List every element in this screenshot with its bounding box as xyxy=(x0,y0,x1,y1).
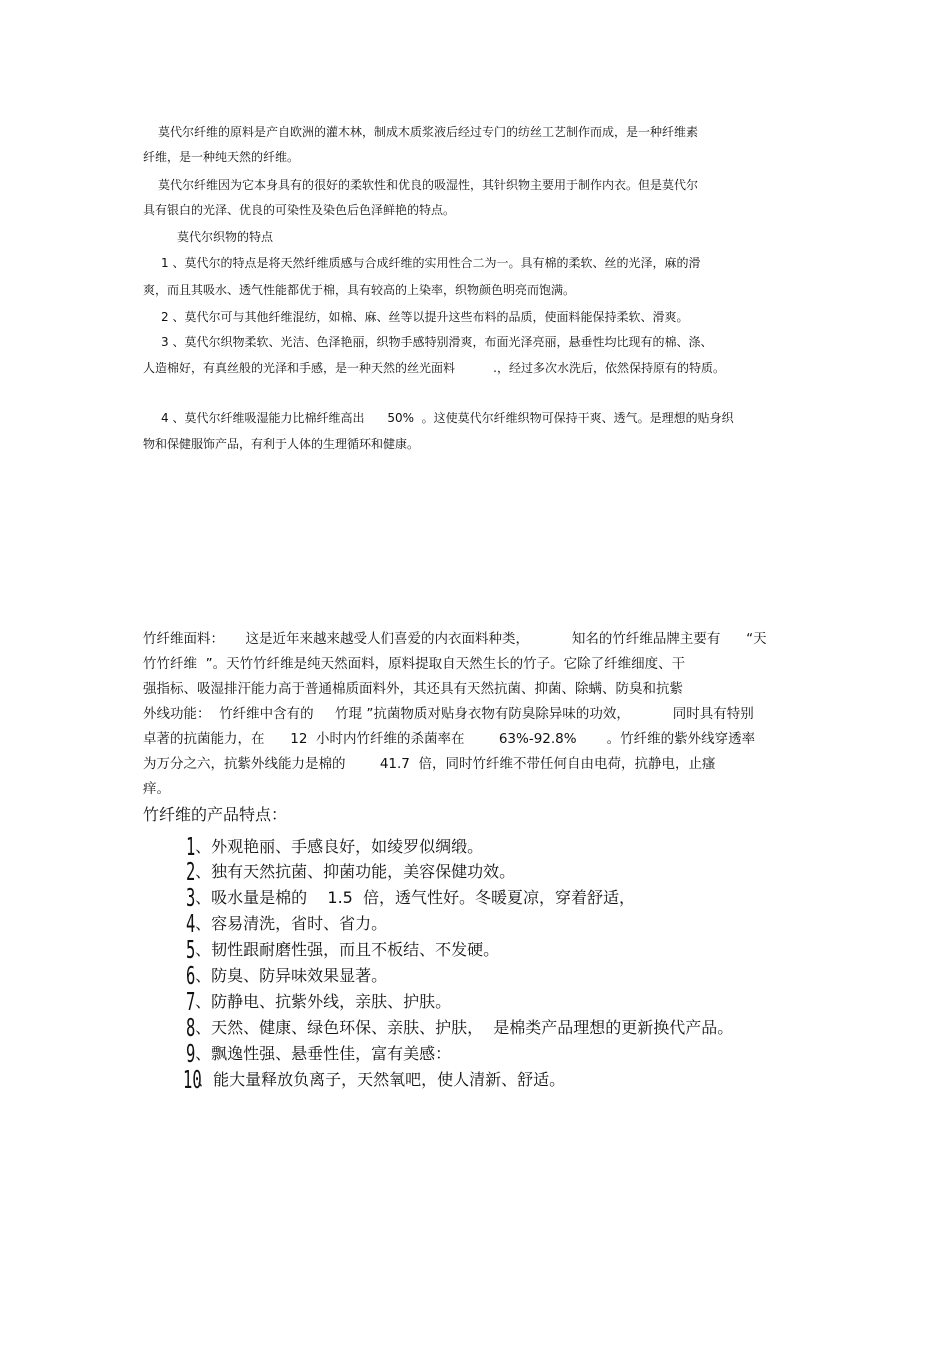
list-item xyxy=(186,859,515,884)
modal-feature-2: 2 、莫代尔可与其他纤维混纺，如棉、麻、丝等以提升这些布料的品质，使面料能保持柔软、滑爽。 xyxy=(161,310,689,324)
list-item-number: 2 xyxy=(186,857,196,886)
bamboo-paragraph-line-5: 卓著的抗菌能力，在 12 小时内竹纤维的杀菌率在 63%-92.8% 。竹纤维的紫外线穿透率 xyxy=(143,731,756,747)
modal-feature-4-line-1: 4 、莫代尔纤维吸湿能力比棉纤维高出 50% 。这使莫代尔纤维织物可保持干爽、透气。是理想的贴身织 xyxy=(161,411,734,425)
list-item-text: 、防静电、抗紫外线，亲肤、护肤。 xyxy=(195,992,452,1011)
list-item-number: 1 xyxy=(186,832,196,861)
list-item-text: 、容易清洗，省时、省力。 xyxy=(195,914,388,933)
list-item xyxy=(186,1015,733,1040)
list-item-text: 、独有天然抗菌、抑菌功能，美容保健功效。 xyxy=(195,862,516,881)
bamboo-paragraph-line-3: 强指标、吸湿排汗能力高于普通棉质面料外，其还具有天然抗菌、抑菌、除螨、防臭和抗紫 xyxy=(143,681,683,697)
bamboo-features-heading: 竹纤维的产品特点： xyxy=(143,805,288,824)
list-item-text: 、吸水量是棉的 1.5 倍，透气性好。冬暖夏凉，穿着舒适， xyxy=(195,888,636,907)
list-item xyxy=(186,834,483,859)
list-item xyxy=(186,885,635,910)
modal-feature-1-line-2: 爽，而且其吸水、透气性能都优于棉，具有较高的上染率，织物颜色明亮而饱满。 xyxy=(143,283,576,297)
list-item-text: 、韧性跟耐磨性强，而且不板结、不发硬。 xyxy=(195,940,500,959)
modal-paragraph-2-line-1: 莫代尔纤维因为它本身具有的很好的柔软性和优良的吸湿性，其针织物主要用于制作内衣。但是莫代尔 xyxy=(158,178,699,192)
list-item-text: 、天然、健康、绿色环保、亲肤、护肤， 是棉类产品理想的更新换代产品。 xyxy=(195,1018,734,1037)
list-item-number: 5 xyxy=(186,935,196,964)
bamboo-paragraph-line-2: 竹竹纤维 ”。天竹竹纤维是纯天然面料，原料提取自天然生长的竹子。它除了纤维细度、干 xyxy=(143,656,686,672)
list-item xyxy=(183,1067,565,1092)
modal-feature-4-line-2: 物和保健服饰产品，有利于人体的生理循环和健康。 xyxy=(143,437,420,451)
bamboo-paragraph-line-1: 竹纤维面料： 这是近年来越来越受人们喜爱的内衣面料种类， 知名的竹纤维品牌主要有 “天 xyxy=(143,631,767,647)
list-item-text: 、飘逸性强、悬垂性佳，富有美感： xyxy=(195,1044,452,1063)
list-item xyxy=(186,911,387,936)
modal-feature-1-line-1: 1 、莫代尔的特点是将天然纤维质感与合成纤维的实用性合二为一。具有棉的柔软、丝的光泽，麻的滑 xyxy=(161,256,701,270)
list-item xyxy=(186,937,499,962)
list-item xyxy=(186,963,387,988)
list-item-number: 4 xyxy=(186,909,196,938)
list-item-text: 、能大量释放负离子，天然氧吧，使人清新、舒适。 xyxy=(197,1070,566,1089)
modal-feature-3-line-2: 人造棉好，有真丝般的光泽和手感，是一种天然的丝光面料 .，经过多次水洗后，依然保持原有的特质。 xyxy=(143,361,725,375)
list-item-number: 6 xyxy=(186,961,196,990)
bamboo-paragraph-line-4: 外线功能： 竹纤维中含有的 竹琨 ”抗菌物质对贴身衣物有防臭除异味的功效， 同时具有特别 xyxy=(143,706,754,722)
modal-feature-3-line-1: 3 、莫代尔织物柔软、光洁、色泽艳丽，织物手感特别滑爽，布面光泽亮丽，悬垂性均比现有的棉、涤、 xyxy=(161,335,713,349)
list-item-number: 8 xyxy=(186,1013,196,1042)
list-item-number: 10 xyxy=(183,1065,202,1094)
modal-paragraph-2-line-2: 具有银白的光泽、优良的可染性及染色后色泽鲜艳的特点。 xyxy=(143,203,456,217)
modal-features-heading: 莫代尔织物的特点 xyxy=(177,230,274,244)
list-item xyxy=(186,1041,451,1066)
list-item-text: 、防臭、防异味效果显著。 xyxy=(195,966,388,985)
list-item-number: 9 xyxy=(186,1039,196,1068)
bamboo-paragraph-line-6: 为万分之六，抗紫外线能力是棉的 41.7 倍，同时竹纤维不带任何自由电荷，抗静电，止瘙 xyxy=(143,756,716,772)
modal-paragraph-1-line-1: 莫代尔纤维的原料是产自欧洲的灌木林，制成木质浆液后经过专门的纺丝工艺制作而成，是一种纤维素 xyxy=(158,125,699,139)
list-item-number: 7 xyxy=(186,987,196,1016)
bamboo-paragraph-line-7: 痒。 xyxy=(143,781,170,797)
list-item-number: 3 xyxy=(186,883,196,912)
list-item-text: 、外观艳丽、手感良好，如绫罗似绸缎。 xyxy=(195,837,484,856)
modal-paragraph-1-line-2: 纤维，是一种纯天然的纤维。 xyxy=(143,150,300,164)
list-item xyxy=(186,989,451,1014)
